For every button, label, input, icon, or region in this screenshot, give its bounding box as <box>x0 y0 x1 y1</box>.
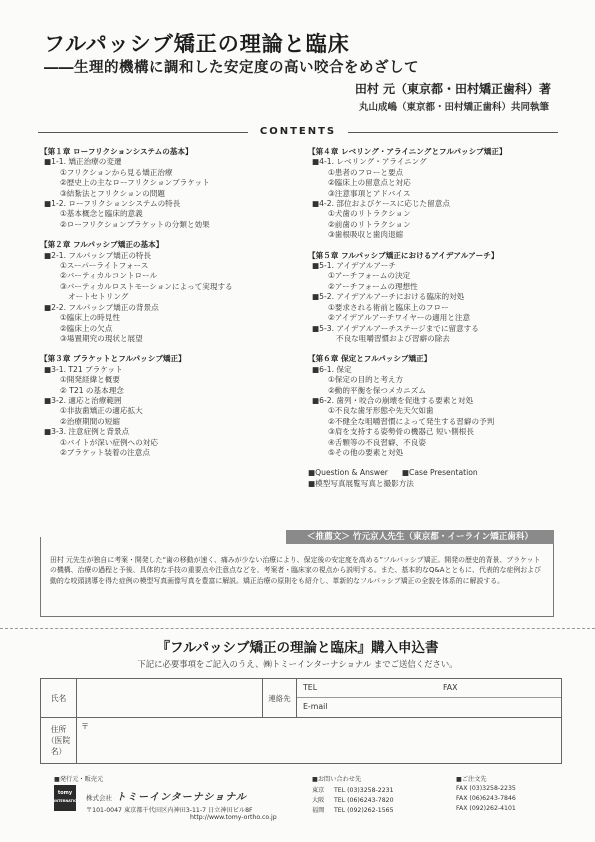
book-title: フルパッシブ矯正の理論と臨床 <box>44 32 350 56</box>
contents-item: ①臨床上の時見性 <box>60 313 120 323</box>
section-heading: ■4-2. 部位およびケースに応じた留意点 <box>312 199 450 209</box>
contents-item: ②バーティカルコントロール <box>60 271 158 281</box>
office-tel-row <box>312 795 394 804</box>
section-heading: ■3-1. T21 ブラケット <box>44 364 123 374</box>
contents-column-left <box>40 147 290 468</box>
contents-item: ①犬歯のリトラクション <box>328 209 411 219</box>
chapter-block <box>308 354 558 458</box>
book-subtitle: ――生理的機構に調和した安定度の高い咬合をめざして <box>44 60 419 76</box>
chapter-block <box>40 147 290 230</box>
chapter-block <box>40 240 290 344</box>
order-fax-label: ■ご注文先 <box>456 776 487 783</box>
name-field[interactable] <box>77 679 263 718</box>
office-city: 福岡 <box>312 807 325 814</box>
contents-item: ③場置期究の現状と展望 <box>60 333 143 343</box>
clinic-name-label: （医院名） <box>46 736 71 756</box>
postal-mark: 〒 <box>81 722 89 731</box>
chapter-title: 【第１章 ローフリクションシステムの基本】 <box>40 147 193 156</box>
contents-column-right <box>308 147 558 489</box>
office-fax: FAX (06)6243-7846 <box>456 795 516 802</box>
contents-item: ③歯根吸収と歯肉退縮 <box>328 230 404 240</box>
company-name-text: トミーインターナショナル <box>116 792 247 803</box>
contents-item: オートセトリング <box>68 292 129 302</box>
contents-item: ②ブラケット装着の注意点 <box>60 447 150 457</box>
company-address: 〒101-0047 東京都千代田区内神田3-11-7 日立神田ビル8F <box>86 807 253 814</box>
contents-item: ②動的平衡を保つメカニズム <box>328 385 426 395</box>
section-heading: ■4-1. レベリング・アライニング <box>312 157 427 167</box>
office-tel-row <box>312 785 394 794</box>
chapter-title: 【第６章 保定とフルパッシブ矯正】 <box>308 354 432 364</box>
chapter-title: 【第５章 フルパッシブ矯正におけるアイデアルアーチ】 <box>308 250 499 260</box>
section-heading: ■5-3. アイデアルアーチステージまでに留意する <box>312 323 479 333</box>
contents-label: CONTENTS <box>259 126 337 137</box>
footer <box>40 774 560 824</box>
author-line: 田村 元（東京都・田村矯正歯科）著 <box>354 82 551 96</box>
email-row[interactable] <box>297 698 561 717</box>
address-label: 住所 <box>50 725 67 734</box>
contents-item: ② T21 の基本理念 <box>60 385 124 395</box>
logo-subtext: INTERNATIONAL <box>54 799 85 803</box>
contents-item: ①不良な歯牙形態や先天欠如歯 <box>328 406 434 416</box>
office-city: 東京 <box>312 787 325 794</box>
inquiry-label: ■お問い合わせ先 <box>312 776 362 783</box>
section-heading: ■6-2. 歯列・咬合の崩壊を促進する要素と対処 <box>312 395 474 405</box>
contents-item: ②アイデアルアーチワイヤーの適用と注意 <box>328 313 471 323</box>
logo-text: tomy <box>57 790 73 796</box>
section-heading: ■1-1. 矯正治療の変遷 <box>44 157 122 167</box>
chapter-title: 【第２章 フルパッシブ矯正の基本】 <box>40 240 164 250</box>
contents-item: ①基本概念と臨床的意義 <box>60 209 143 219</box>
section-heading: ■1-2. ローフリクションシステムの特長 <box>44 199 181 209</box>
contents-item: ①非抜歯矯正の適応拡大 <box>60 406 143 416</box>
chapter-title: 【第４章 レベリング・アライニングとフルパッシブ矯正】 <box>308 147 507 156</box>
office-city: 大阪 <box>312 797 325 804</box>
contents-item: ①患者のフローと要点 <box>328 167 404 177</box>
contents-item: ②歴史上の主なローフリクションブラケット <box>60 178 210 188</box>
chapter-block <box>308 147 558 241</box>
photo-item: ■模型写真展覧写真と撮影方法 <box>308 478 414 488</box>
section-heading: ■6-1. 保定 <box>312 364 352 374</box>
email-label: E-mail <box>303 702 328 711</box>
company-url[interactable]: http://www.tomy-ortho.co.jp <box>190 814 277 821</box>
contents-extras <box>308 468 558 489</box>
contents-item: ②不健全な咀嚼習慣によって発生する習癖の予判 <box>328 416 495 426</box>
contents-item: ④舌顆等の不良習癖、不良姿 <box>328 437 426 447</box>
recommendation-text: 田村 元先生が独自に考案・開発した“歯の移動が速く、痛みが少ない治療により、保定後の安定度を高める”フルパッシブ矯正。開発の歴史的背景、ブラケットの機構、治療の過程と予後、具体的な手技の重要点や注意点などを、考案者・臨床家の視点から説明する。また、基本的なQ&Aとともに、代表的な症例および動的な咬頭誘導を得た症例の模型写真画像写真を豊富に解説。矯正治療の原則をも紹介し、革新的なフルパッシブ矯正の全貌を体系的に解説する。 <box>50 556 541 585</box>
contents-item: ③注意事項とアドバイス <box>328 188 411 198</box>
company-name <box>86 788 247 803</box>
office-tel-row <box>312 805 394 814</box>
contents-item: ③バーティカルロストモーションによって実現する <box>60 281 233 291</box>
contents-item: ①保定の目的と考え方 <box>328 375 404 385</box>
order-form-instructions: 下記に必要事項をご記入のうえ、㈱トミーインターナショナル までご送信ください。 <box>137 659 458 669</box>
contents-item: ②臨床上の留意点と対応 <box>328 178 411 188</box>
address-label-cell <box>41 718 77 764</box>
case-item: ■Case Presentation <box>401 468 478 478</box>
company-prefix: 株式会社 <box>86 794 112 802</box>
section-heading: ■5-2. アイデアルアーチにおける臨床的対処 <box>312 292 465 302</box>
contents-item: ①フリクションから見る矯正治療 <box>60 167 173 177</box>
contents-item: ①バイトが深い症例への対応 <box>60 437 158 447</box>
qa-item: ■Question & Answer <box>308 468 388 478</box>
office-fax: FAX (03)3258-2235 <box>456 785 516 792</box>
section-heading: ■2-2. フルパッシブ矯正の背景点 <box>44 302 159 312</box>
contents-item: ②ローフリクションブラケットの分類と効果 <box>60 219 210 229</box>
order-form-table <box>40 678 562 764</box>
section-heading: ■2-1. フルパッシブ矯正の特長 <box>44 250 152 260</box>
section-heading: ■3-2. 適応と治療範囲 <box>44 395 122 405</box>
contents-item: ⑤その他の要素と対処 <box>328 447 404 457</box>
order-form-title: 『フルパッシブ矯正の理論と臨床』購入申込書 <box>156 640 439 656</box>
contents-item: ①スーパーライトフォース <box>60 261 149 271</box>
tel-label: TEL <box>303 683 318 692</box>
contact-label: 連絡先 <box>263 679 297 718</box>
tomy-logo <box>54 785 85 811</box>
cut-line <box>0 628 595 629</box>
fax-label: FAX <box>443 683 458 692</box>
publisher-label: ■発行元・販売元 <box>54 776 104 783</box>
contents-divider <box>38 126 558 138</box>
coauthor-line: 丸山成嶋（東京都・田村矯正歯科）共同執筆 <box>358 102 549 113</box>
contents-item: ②治療期間の短縮 <box>60 416 120 426</box>
recommendation-label: ＜推薦文＞ 竹元京人先生（東京都・イーライン矯正歯科） <box>286 530 554 544</box>
section-heading: ■3-3. 注意症例と背景点 <box>44 427 130 437</box>
contents-item: ①開発経緯と概要 <box>60 375 120 385</box>
section-heading: ■5-1. アイデアルアーチ <box>312 261 396 271</box>
contents-item: ②アーチフォームの理想性 <box>328 281 418 291</box>
address-field[interactable] <box>77 718 562 764</box>
contents-item: ②前歯のリトラクション <box>328 219 411 229</box>
extras-row <box>308 468 558 478</box>
tel-fax-row <box>297 679 561 698</box>
chapter-title: 【第３章 ブラケットとフルパッシブ矯正】 <box>40 354 186 364</box>
office-fax: FAX (092)262-4101 <box>456 805 516 812</box>
divider-line-right <box>348 132 558 133</box>
contents-item: ①要求される術前と臨床上のフロー <box>328 302 449 312</box>
contents-item: ①アーチフォームの決定 <box>328 271 411 281</box>
contents-item: ③結紮法とフリクションの問題 <box>60 188 165 198</box>
chapter-block <box>40 354 290 458</box>
office-tel: TEL (092)262-1565 <box>334 807 394 814</box>
contents-item: ③肩を支持する姿勢骨の機器己 短い側根長 <box>328 427 474 437</box>
name-label: 氏名 <box>41 679 77 718</box>
extras-row <box>308 479 558 489</box>
chapter-block <box>308 251 558 345</box>
contents-item: ②臨床上の欠点 <box>60 323 113 333</box>
contents-item: 不良な咀嚼習慣および習癖の除去 <box>336 333 450 343</box>
contact-cell <box>297 679 562 718</box>
office-tel: TEL (03)3258-2231 <box>334 787 394 794</box>
office-tel: TEL (06)6243-7820 <box>334 797 394 804</box>
